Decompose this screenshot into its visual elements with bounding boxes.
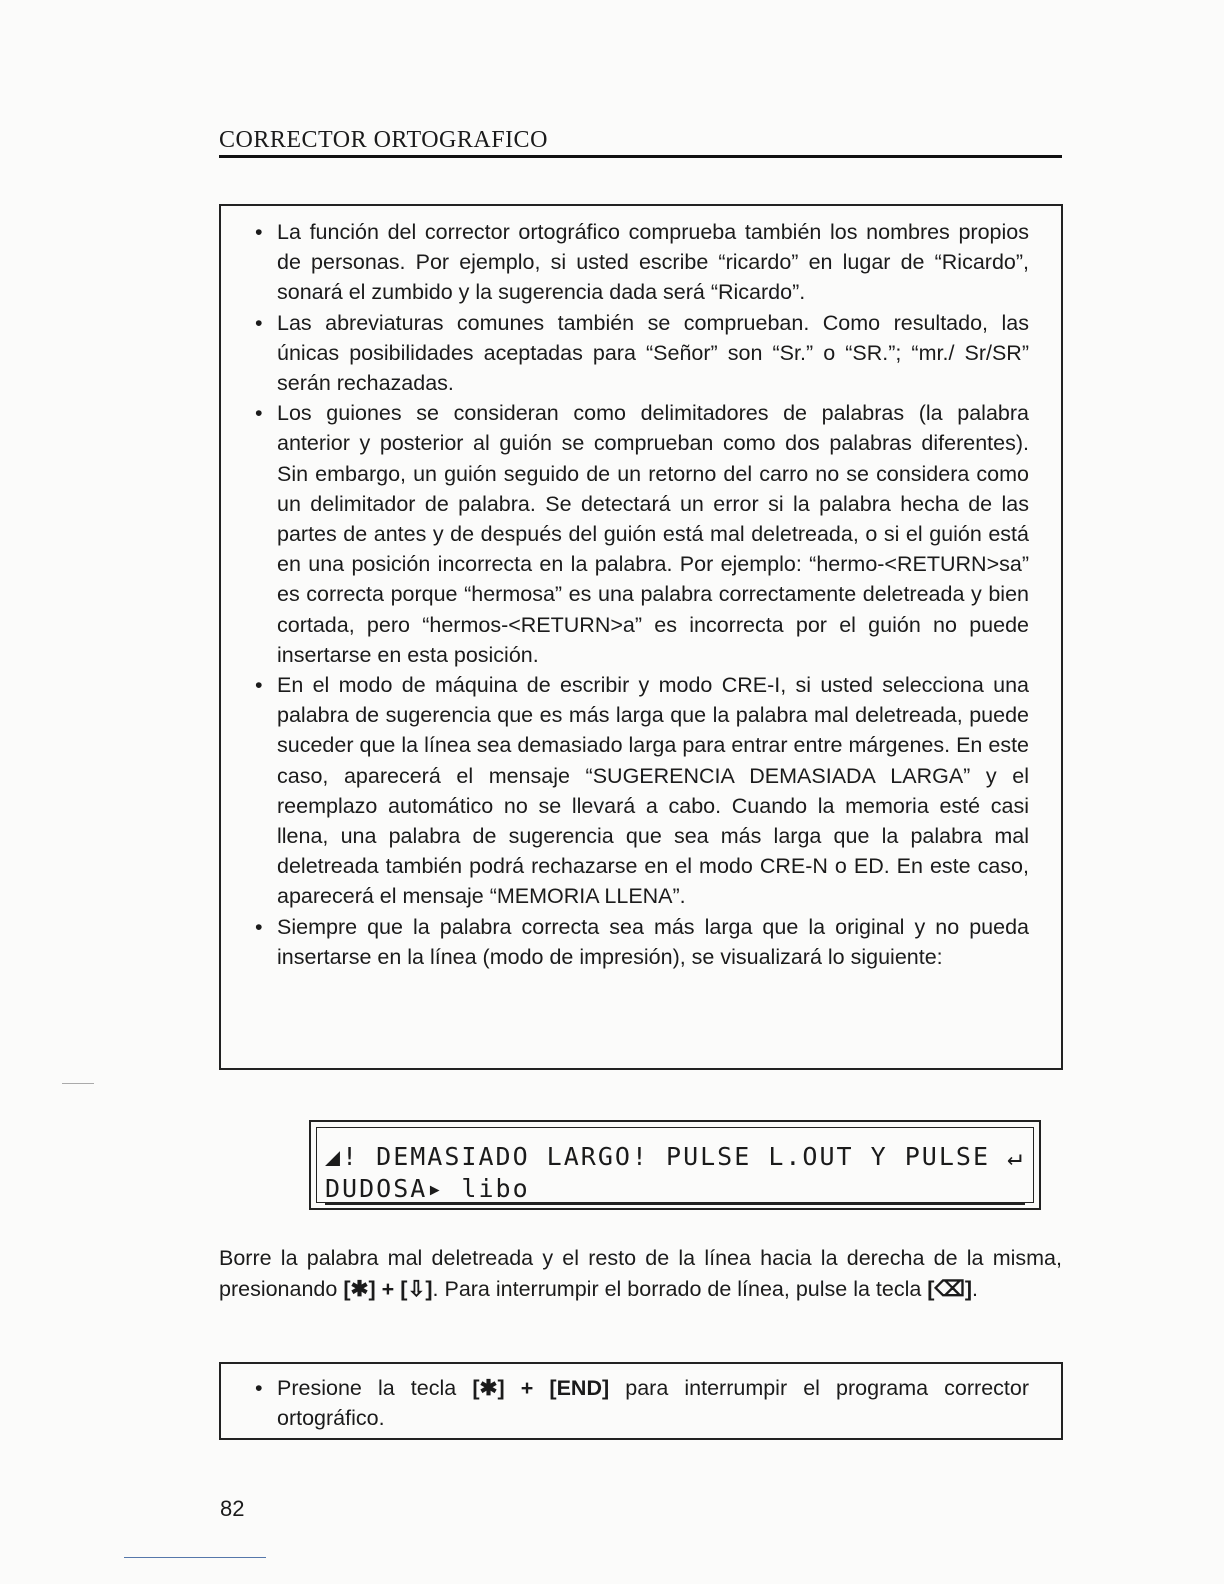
note-text-4: En el modo de máquina de escribir y modo CRE-I, si usted selecciona una palabra de sugerencia que es más larga que la palabra mal deletreada, puede suceder que la línea sea demasiado larga para entrar entre márgenes. En este caso, aparecerá el mensaje “SUGERENCIA DEMASIADA LARGA” y el reemplazo automático no se llevará a cabo. Cuando la memoria esté casi llena, una palabra de sugerencia que sea más larga que la palabra mal deletreada también podrá rechazarse en el modo CRE-N o ED. En este caso, aparecerá el mensaje “MEMORIA LLENA”. bbox=[277, 673, 1029, 909]
notes-list bbox=[255, 217, 1029, 972]
lcd-line-1: ◢! DEMASIADO LARGO! PULSE L.OUT Y PULSE ↵ bbox=[325, 1142, 1025, 1171]
code-key-label: [✱] bbox=[472, 1376, 505, 1400]
page-number: 82 bbox=[220, 1496, 245, 1521]
para-text-1: Borre la palabra mal deletreada y el resto de la línea hacia la derecha de la misma, presionando bbox=[219, 1246, 1062, 1301]
plus-sign: + bbox=[504, 1376, 550, 1400]
bullet-icon: • bbox=[255, 914, 263, 939]
note-item-2 bbox=[255, 308, 1029, 399]
lcd-underline bbox=[325, 1203, 1025, 1205]
bullet-icon: • bbox=[255, 220, 263, 244]
plus-sign: + bbox=[375, 1276, 401, 1301]
backspace-key-label: [⌫] bbox=[927, 1276, 973, 1301]
bullet-icon: • bbox=[255, 310, 263, 335]
exit-text-2: para interrumpir el programa corrector ortográfico. bbox=[277, 1376, 1029, 1431]
page-header-title: CORRECTOR ORTOGRAFICO bbox=[219, 127, 548, 153]
note-item-5 bbox=[255, 912, 1029, 972]
scan-artifact-mark bbox=[62, 1083, 94, 1084]
bullet-icon: • bbox=[255, 673, 263, 698]
exit-text-1: Presione la tecla bbox=[277, 1376, 473, 1400]
instruction-paragraph bbox=[219, 1243, 1062, 1304]
para-text-2: . Para interrumpir el borrado de línea, pulse la tecla bbox=[432, 1276, 928, 1301]
note-text-3: Los guiones se consideran como delimitadores de palabras (la palabra anterior y posterior al guión se comprueban como dos palabras diferentes). Sin embargo, un guión seguido de un retorno del carro no se considera como un delimitador de palabra. Se detectará un error si la palabra hecha de las partes de antes y de después del guión está mal deletreada, o si el guión está en una posición incorrecta en la palabra. Por ejemplo: “hermo-<RETURN>sa” es correcta porque “hermosa” es una palabra correctamente deletreada y bien cortada, pero “hermos-<RETURN>a” es incorrecta por el guión no puede insertarse en esta posición. bbox=[277, 401, 1029, 667]
end-key-label: [END] bbox=[549, 1376, 610, 1400]
bullet-icon: • bbox=[255, 401, 263, 426]
note-text-2: Las abreviaturas comunes también se comprueban. Como resultado, las únicas posibilidades aceptadas para “Señor” son “Sr.” o “SR.”; “mr./ Sr/SR” serán rechazadas. bbox=[277, 310, 1029, 396]
header-rule bbox=[219, 155, 1062, 158]
note-text-5: Siempre que la palabra correcta sea más larga que la original y no pueda insertarse en la línea (modo de impresión), se visualizará lo siguiente: bbox=[277, 914, 1029, 969]
delete-line-key-label: [⇩] bbox=[400, 1276, 433, 1301]
code-key-label: [✱] bbox=[343, 1276, 376, 1301]
exit-note-item bbox=[255, 1373, 1029, 1433]
note-item-3 bbox=[255, 398, 1029, 670]
lcd-line-2: DUDOSA▸ libo bbox=[325, 1174, 530, 1203]
note-item-1 bbox=[255, 217, 1029, 308]
bullet-icon: • bbox=[255, 1376, 263, 1400]
lcd-display-inner bbox=[316, 1127, 1034, 1203]
scan-artifact-line bbox=[124, 1557, 266, 1558]
lcd-display bbox=[309, 1120, 1041, 1210]
exit-note-box bbox=[219, 1362, 1063, 1440]
note-item-4 bbox=[255, 670, 1029, 912]
para-text-3: . bbox=[972, 1276, 979, 1301]
exit-note-list bbox=[255, 1373, 1029, 1433]
notes-box bbox=[219, 204, 1063, 1070]
note-text-1: La función del corrector ortográfico comprueba también los nombres propios de personas. Por ejemplo, si usted escribe “ricardo” en lugar de “Ricardo”, sonará el zumbido y la sugerencia dada será “Ricardo”. bbox=[277, 220, 1029, 305]
